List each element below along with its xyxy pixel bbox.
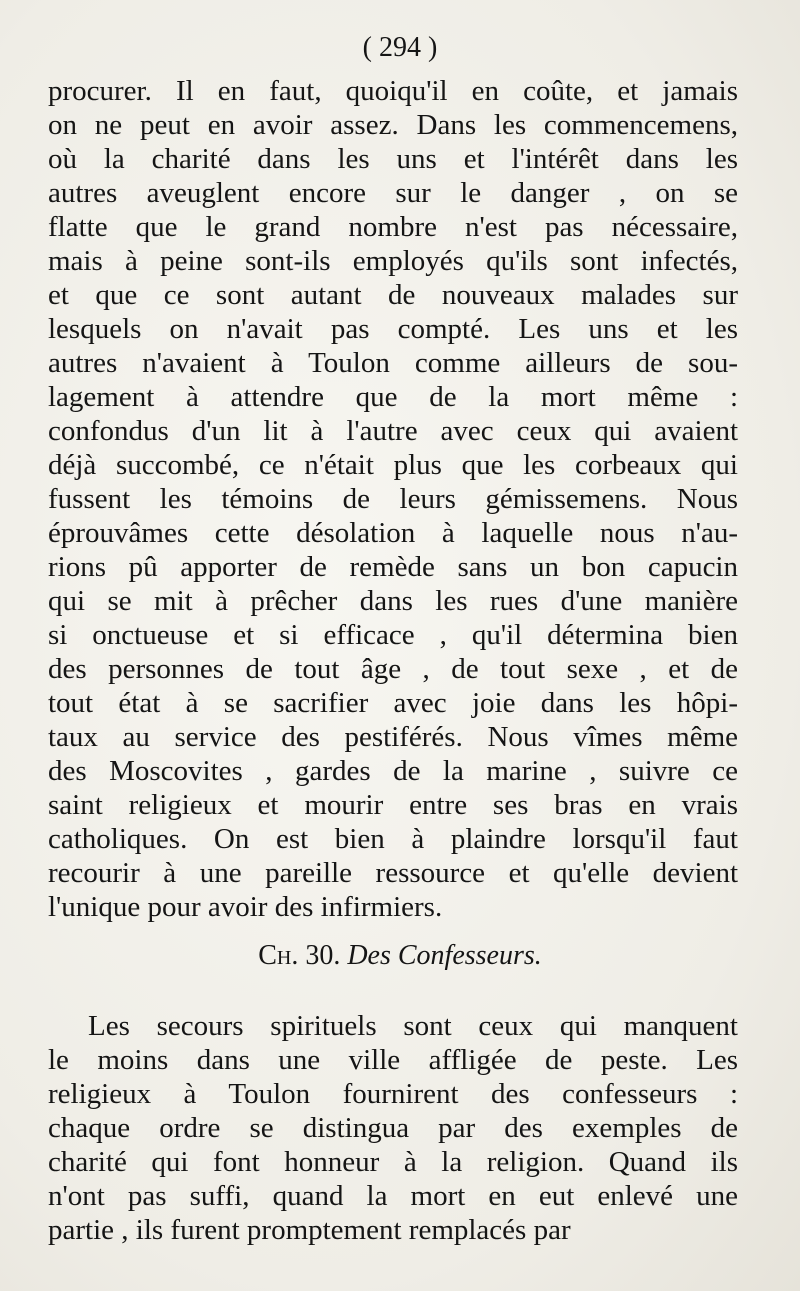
text-line: partie , ils furent promptement remplacés par bbox=[48, 1214, 571, 1246]
text-line: catholiques. On est bien à plaindre lorsqu'il faut bbox=[48, 823, 738, 855]
text-line: tout état à se sacrifier avec joie dans les hôpi- bbox=[48, 687, 738, 719]
text-line: le moins dans une ville affligée de peste. Les bbox=[48, 1044, 738, 1076]
text-line: l'unique pour avoir des infirmiers. bbox=[48, 891, 443, 923]
text-line: et que ce sont autant de nouveaux malades sur bbox=[48, 279, 738, 311]
text-line: fussent les témoins de leurs gémissemens. Nous bbox=[48, 483, 738, 515]
chapter-title: Des Confesseurs. bbox=[347, 940, 542, 971]
text-line: taux au service des pestiférés. Nous vîmes même bbox=[48, 721, 738, 753]
paragraph-2 bbox=[48, 1009, 738, 1247]
text-line: charité qui font honneur à la religion. Quand ils bbox=[48, 1146, 738, 1178]
text-line: des Moscovites , gardes de la marine , suivre ce bbox=[48, 755, 738, 787]
text-line: des personnes de tout âge , de tout sexe , et de bbox=[48, 653, 738, 685]
text-line: mais à peine sont-ils employés qu'ils sont infectés, bbox=[48, 245, 738, 277]
chapter-number: Ch. 30. bbox=[258, 940, 341, 971]
paragraph-1 bbox=[48, 74, 738, 924]
text-line: confondus d'un lit à l'autre avec ceux qui avaient bbox=[48, 415, 738, 447]
text-line: on ne peut en avoir assez. Dans les commencemens, bbox=[48, 109, 738, 141]
chapter-heading bbox=[0, 938, 800, 974]
text-line: religieux à Toulon fournirent des confesseurs : bbox=[48, 1078, 738, 1110]
text-line: autres aveuglent encore sur le danger , on se bbox=[48, 177, 738, 209]
text-line: procurer. Il en faut, quoiqu'il en coûte, et jamais bbox=[48, 75, 738, 107]
text-line: autres n'avaient à Toulon comme ailleurs de sou- bbox=[48, 347, 738, 379]
text-line: qui se mit à prêcher dans les rues d'une manière bbox=[48, 585, 738, 617]
text-line: déjà succombé, ce n'était plus que les corbeaux qui bbox=[48, 449, 738, 481]
text-line: n'ont pas suffi, quand la mort en eut enlevé une bbox=[48, 1180, 738, 1212]
text-line: lesquels on n'avait pas compté. Les uns et les bbox=[48, 313, 738, 345]
page-number: ( 294 ) bbox=[362, 32, 438, 63]
text-line: recourir à une pareille ressource et qu'elle devient bbox=[48, 857, 738, 889]
text-line: flatte que le grand nombre n'est pas nécessaire, bbox=[48, 211, 738, 243]
text-line: éprouvâmes cette désolation à laquelle nous n'au- bbox=[48, 517, 738, 549]
text-line: si onctueuse et si efficace , qu'il détermina bien bbox=[48, 619, 738, 651]
text-line: rions pû apporter de remède sans un bon capucin bbox=[48, 551, 738, 583]
text-line: lagement à attendre que de la mort même : bbox=[48, 381, 738, 413]
text-line: chaque ordre se distingua par des exemples de bbox=[48, 1112, 738, 1144]
text-line: Les secours spirituels sont ceux qui manquent bbox=[88, 1010, 738, 1042]
text-line: où la charité dans les uns et l'intérêt dans les bbox=[48, 143, 738, 175]
text-line: saint religieux et mourir entre ses bras en vrais bbox=[48, 789, 738, 821]
